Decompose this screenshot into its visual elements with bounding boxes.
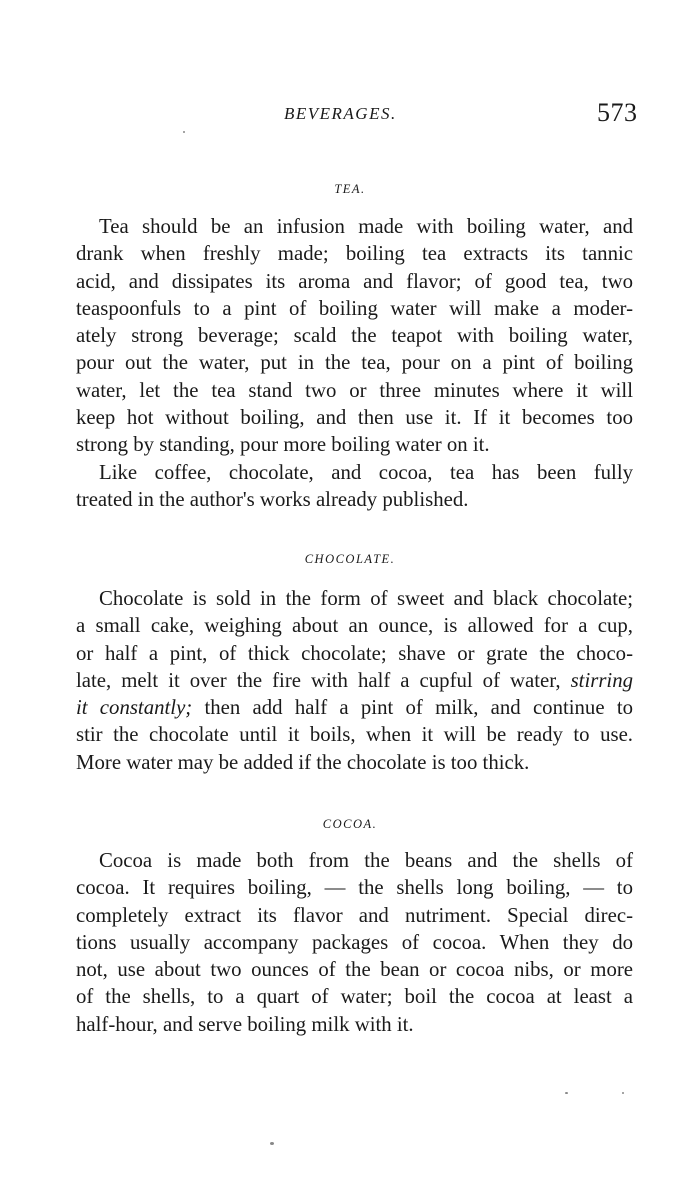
- text-line: acid, and dissipates its aroma and flavor; of good tea, two: [76, 269, 633, 293]
- text-line: treated in the author's works already published.: [76, 487, 469, 511]
- emphasis-text: it constantly;: [76, 696, 193, 720]
- text-line: strong by standing, pour more boiling water on it.: [76, 433, 490, 457]
- text-line: ately strong beverage; scald the teapot with boiling water,: [76, 324, 633, 348]
- text-line: Tea should be an infusion made with boiling water, and: [99, 215, 633, 238]
- running-title: BEVERAGES.: [284, 104, 397, 123]
- section-body-cocoa: [76, 847, 633, 1038]
- scan-speck: [622, 1092, 624, 1094]
- section-heading-tea: TEA.: [334, 182, 366, 196]
- text-line: half-hour, and serve boiling milk with it.: [76, 1012, 414, 1036]
- text-line: More water may be added if the chocolate is too thick.: [76, 750, 530, 774]
- section-heading-cocoa: COCOA.: [322, 817, 378, 831]
- emphasis-text: stirring: [570, 668, 633, 692]
- scan-speck: [183, 131, 185, 133]
- text-line: drank when freshly made; boiling tea extracts its tannic: [76, 242, 633, 266]
- text-line: tions usually accompany packages of cocoa. When they do: [76, 930, 633, 954]
- text-line: Like coffee, chocolate, and cocoa, tea has been fully: [99, 460, 633, 484]
- text-line: pour out the water, put in the tea, pour on a pint of boiling: [76, 351, 633, 375]
- text-line: [76, 667, 633, 694]
- text-line: teaspoonfuls to a pint of boiling water will make a moder-: [76, 296, 633, 320]
- section-body-chocolate: [76, 585, 633, 776]
- text-fragment: late, melt it over the fire with half a cupful of water,: [76, 668, 561, 692]
- section-body-tea: [76, 213, 633, 513]
- text-fragment: then add half a pint of milk, and continue to: [204, 696, 633, 720]
- text-line: stir the chocolate until it boils, when it will be ready to use.: [76, 723, 633, 747]
- text-line: completely extract its flavor and nutriment. Special direc-: [76, 903, 633, 927]
- text-line: keep hot without boiling, and then use it. If it becomes too: [76, 406, 633, 430]
- running-head: [0, 98, 700, 136]
- text-line: Cocoa is made both from the beans and the shells of: [99, 849, 633, 872]
- text-line: a small cake, weighing about an ounce, is allowed for a cup,: [76, 614, 633, 638]
- text-line: not, use about two ounces of the bean or cocoa nibs, or more: [76, 958, 633, 982]
- text-line: Chocolate is sold in the form of sweet and black chocolate;: [99, 587, 633, 610]
- text-line: or half a pint, of thick chocolate; shave or grate the choco-: [76, 641, 633, 665]
- section-heading-chocolate: CHOCOLATE.: [304, 552, 396, 566]
- text-line: [76, 694, 633, 721]
- text-line: water, let the tea stand two or three minutes where it will: [76, 378, 633, 402]
- scan-speck: [270, 1142, 274, 1145]
- text-line: cocoa. It requires boiling, — the shells long boiling, — to: [76, 876, 633, 900]
- scan-speck: [565, 1092, 568, 1094]
- page-number: 573: [597, 98, 638, 127]
- text-line: of the shells, to a quart of water; boil the cocoa at least a: [76, 985, 633, 1009]
